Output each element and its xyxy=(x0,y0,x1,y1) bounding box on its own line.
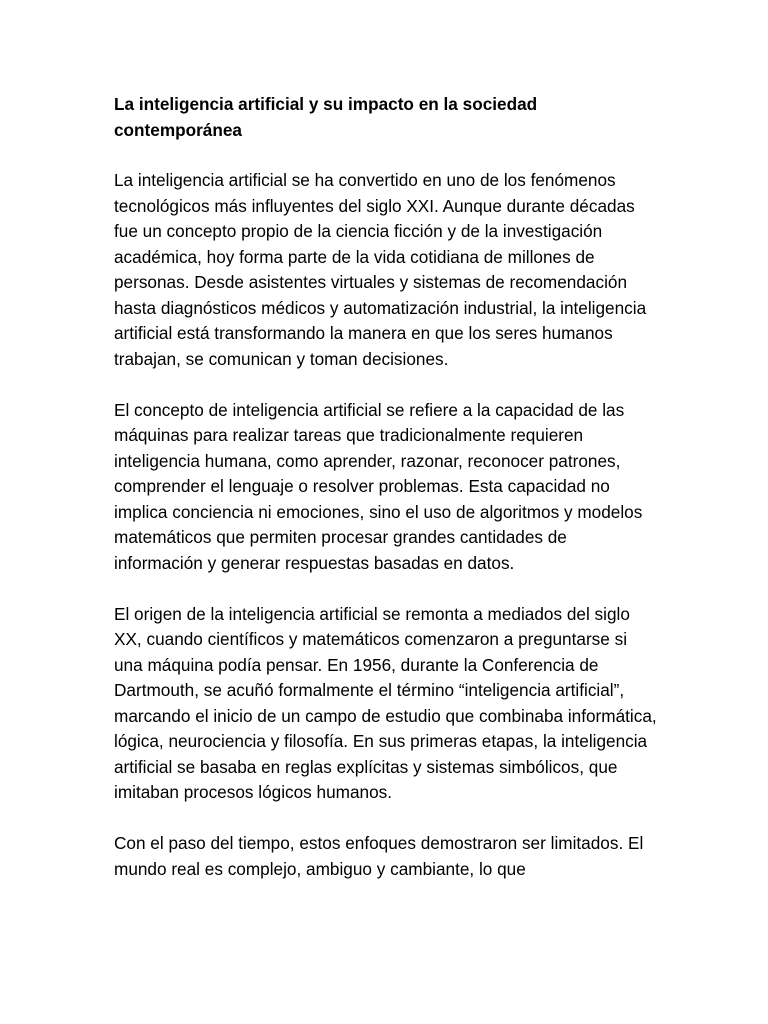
paragraph-4: Con el paso del tiempo, estos enfoques demostraron ser limitados. El mundo real es complejo, ambiguo y cambiante, lo que xyxy=(114,833,644,879)
paragraph-2: El concepto de inteligencia artificial se refiere a la capacidad de las máquinas para realizar tareas que tradicionalmente requieren inteligencia humana, como aprender, razonar, reconocer patrones, comprender el lenguaje o resolver problemas. Esta capacidad no implica conciencia ni emociones, sino el uso de algoritmos y modelos matemáticos que permiten procesar grandes cantidades de información y generar respuestas basadas en datos. xyxy=(114,399,643,573)
paragraph-3: El origen de la inteligencia artificial se remonta a mediados del siglo XX, cuando científicos y matemáticos comenzaron a preguntarse si una máquina podía pensar. En 1956, durante la Conferencia de Dartmouth, se acuñó formalmente el término “inteligencia artificial”, marcando el inicio de un campo de estudio que combinaba informática, lógica, neurociencia y filosofía. En sus primeras etapas, la inteligencia artificial se basaba en reglas explícitas y sistemas simbólicos, que imitaban procesos lógicos humanos. xyxy=(114,603,657,802)
document-title: La inteligencia artificial y su impacto en la sociedad contemporánea xyxy=(114,94,538,140)
document-body xyxy=(114,92,659,908)
paragraph-1: La inteligencia artificial se ha convertido en uno de los fenómenos tecnológicos más influyentes del siglo XXI. Aunque durante décadas fue un concepto propio de la ciencia ficción y de la investigación académica, hoy forma parte de la vida cotidiana de millones de personas. Desde asistentes virtuales y sistemas de recomendación hasta diagnósticos médicos y automatización industrial, la inteligencia artificial está transformando la manera en que los seres humanos trabajan, se comunican y toman decisiones. xyxy=(114,170,647,369)
